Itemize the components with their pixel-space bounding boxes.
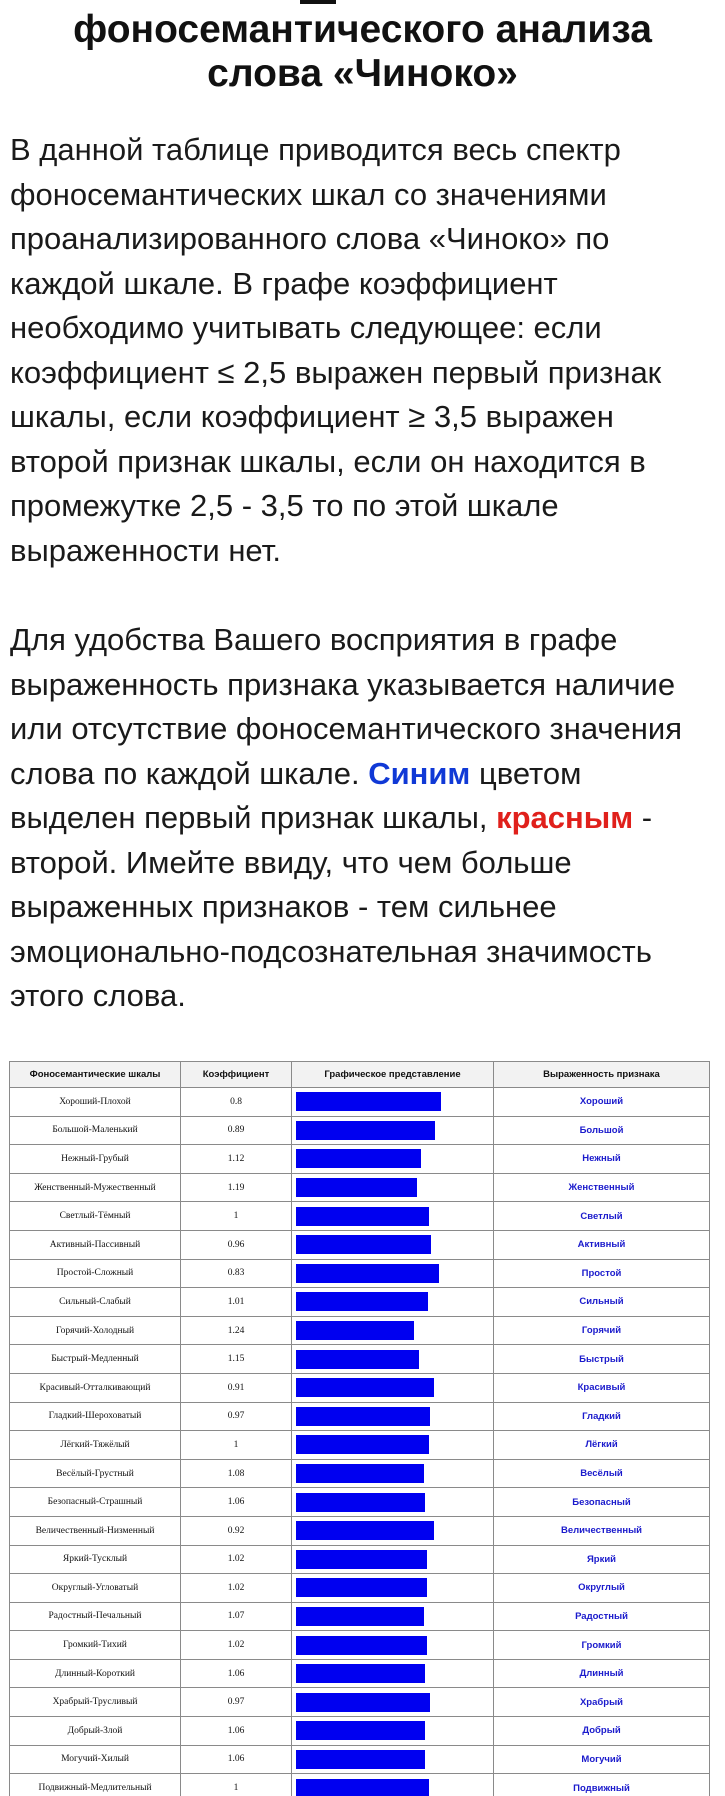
scale-name: Подвижный-Медлительный <box>10 1774 181 1796</box>
table-row <box>10 1259 710 1288</box>
scale-name: Сильный-Слабый <box>10 1288 181 1317</box>
graph-cell <box>292 1288 494 1317</box>
table-row <box>10 1574 710 1603</box>
coefficient-bar <box>296 1664 425 1683</box>
legend-text-part-3: - второй. Имейте ввиду, что чем больше выраженных признаков - тем сильнее эмоционально-подсознательная значимость этого слова. <box>10 800 653 1013</box>
coefficient-bar <box>296 1750 425 1769</box>
coefficient-value: 0.96 <box>181 1230 292 1259</box>
table-row <box>10 1431 710 1460</box>
coefficient-bar <box>296 1636 427 1655</box>
table-row <box>10 1345 710 1374</box>
scale-name: Округлый-Угловатый <box>10 1574 181 1603</box>
graph-cell <box>292 1345 494 1374</box>
graph-cell <box>292 1488 494 1517</box>
graph-cell <box>292 1373 494 1402</box>
header-coefficient: Коэффициент <box>181 1062 292 1088</box>
expressed-sign: Женственный <box>494 1173 710 1202</box>
scale-name: Женственный-Мужественный <box>10 1173 181 1202</box>
table-row <box>10 1373 710 1402</box>
table-row <box>10 1488 710 1517</box>
scale-name: Красивый-Отталкивающий <box>10 1373 181 1402</box>
second-sign-color-word: красным <box>496 800 634 835</box>
table-row <box>10 1145 710 1174</box>
coefficient-bar <box>296 1092 441 1111</box>
table-row <box>10 1659 710 1688</box>
phonosemantic-table <box>9 1061 710 1796</box>
scale-name: Весёлый-Грустный <box>10 1459 181 1488</box>
coefficient-value: 1.06 <box>181 1745 292 1774</box>
graph-cell <box>292 1574 494 1603</box>
graph-cell <box>292 1316 494 1345</box>
table-row <box>10 1545 710 1574</box>
table-row <box>10 1173 710 1202</box>
coefficient-bar <box>296 1521 434 1540</box>
expressed-sign: Яркий <box>494 1545 710 1574</box>
coefficient-value: 0.97 <box>181 1688 292 1717</box>
graph-cell <box>292 1459 494 1488</box>
coefficient-value: 0.97 <box>181 1402 292 1431</box>
expressed-sign: Длинный <box>494 1659 710 1688</box>
scale-name: Величественный-Низменный <box>10 1516 181 1545</box>
coefficient-bar <box>296 1350 419 1369</box>
expressed-sign: Горячий <box>494 1316 710 1345</box>
header-scales: Фоносемантические шкалы <box>10 1062 181 1088</box>
coefficient-value: 0.83 <box>181 1259 292 1288</box>
header-expression: Выраженность признака <box>494 1062 710 1088</box>
coefficient-bar <box>296 1149 421 1168</box>
table-row <box>10 1774 710 1796</box>
scale-name: Добрый-Злой <box>10 1717 181 1746</box>
graph-cell <box>292 1431 494 1460</box>
intro-paragraph: В данной таблице приводится весь спектр фоносемантических шкал со значениями проанализированного слова «Чиноко» по каждой шкале. В графе коэффициент необходимо учитывать следующее: если коэффициент ≤ 2,5 выражен первый признак шкалы, если коэффициент ≥ 3,5 выражен второй признак шкалы, если он находится в промежутке 2,5 - 3,5 то по этой шкале выраженности нет. <box>10 132 662 568</box>
table-body <box>10 1088 710 1796</box>
coefficient-bar <box>296 1264 439 1283</box>
coefficient-value: 0.91 <box>181 1373 292 1402</box>
expressed-sign: Громкий <box>494 1631 710 1660</box>
table-row <box>10 1745 710 1774</box>
coefficient-bar <box>296 1464 424 1483</box>
coefficient-value: 1.06 <box>181 1488 292 1517</box>
expressed-sign: Гладкий <box>494 1402 710 1431</box>
scale-name: Простой-Сложный <box>10 1259 181 1288</box>
coefficient-bar <box>296 1493 425 1512</box>
scale-name: Яркий-Тусклый <box>10 1545 181 1574</box>
scale-name: Большой-Маленький <box>10 1116 181 1145</box>
graph-cell <box>292 1230 494 1259</box>
coefficient-bar <box>296 1235 431 1254</box>
coefficient-bar <box>296 1207 429 1226</box>
coefficient-value: 1.02 <box>181 1545 292 1574</box>
graph-cell <box>292 1116 494 1145</box>
graph-cell <box>292 1088 494 1117</box>
expressed-sign: Сильный <box>494 1288 710 1317</box>
first-sign-color-word: Синим <box>368 755 471 791</box>
coefficient-bar <box>296 1407 430 1426</box>
table-row <box>10 1230 710 1259</box>
graph-cell <box>292 1717 494 1746</box>
header-graph: Графическое представление <box>292 1062 494 1088</box>
expressed-sign: Могучий <box>494 1745 710 1774</box>
coefficient-value: 1 <box>181 1431 292 1460</box>
scale-name: Активный-Пассивный <box>10 1230 181 1259</box>
expressed-sign: Простой <box>494 1259 710 1288</box>
coefficient-bar <box>296 1721 425 1740</box>
page-title: фоносемантического анализа слова «Чиноко» <box>73 8 652 95</box>
expressed-sign: Быстрый <box>494 1345 710 1374</box>
coefficient-value: 1.02 <box>181 1574 292 1603</box>
graph-cell <box>292 1202 494 1231</box>
graph-cell <box>292 1545 494 1574</box>
table-row <box>10 1402 710 1431</box>
legend-paragraph <box>10 618 715 1019</box>
graph-cell <box>292 1402 494 1431</box>
table-row <box>10 1459 710 1488</box>
expressed-sign: Весёлый <box>494 1459 710 1488</box>
coefficient-bar <box>296 1435 429 1454</box>
coefficient-bar <box>296 1178 417 1197</box>
expressed-sign: Большой <box>494 1116 710 1145</box>
coefficient-bar <box>296 1292 428 1311</box>
legend-text-part-1: Для удобства Вашего восприятия в графе выраженность признака указывается наличие или отсутствие фоносемантического значения слова по каждой шкале. <box>10 622 682 791</box>
table-row <box>10 1516 710 1545</box>
expressed-sign: Хороший <box>494 1088 710 1117</box>
graph-cell <box>292 1745 494 1774</box>
coefficient-bar <box>296 1121 435 1140</box>
coefficient-bar <box>296 1321 414 1340</box>
scale-name: Лёгкий-Тяжёлый <box>10 1431 181 1460</box>
graph-cell <box>292 1259 494 1288</box>
scale-name: Могучий-Хилый <box>10 1745 181 1774</box>
expressed-sign: Красивый <box>494 1373 710 1402</box>
table-row <box>10 1316 710 1345</box>
graph-cell <box>292 1145 494 1174</box>
coefficient-value: 1 <box>181 1202 292 1231</box>
coefficient-value: 1.01 <box>181 1288 292 1317</box>
graph-cell <box>292 1659 494 1688</box>
coefficient-bar <box>296 1578 427 1597</box>
table-row <box>10 1717 710 1746</box>
expressed-sign: Активный <box>494 1230 710 1259</box>
table-row <box>10 1088 710 1117</box>
coefficient-bar <box>296 1378 434 1397</box>
coefficient-value: 1.06 <box>181 1659 292 1688</box>
scale-name: Громкий-Тихий <box>10 1631 181 1660</box>
expressed-sign: Величественный <box>494 1516 710 1545</box>
scale-name: Храбрый-Трусливый <box>10 1688 181 1717</box>
scale-name: Безопасный-Страшный <box>10 1488 181 1517</box>
expressed-sign: Радостный <box>494 1602 710 1631</box>
expressed-sign: Добрый <box>494 1717 710 1746</box>
coefficient-value: 0.92 <box>181 1516 292 1545</box>
scale-name: Хороший-Плохой <box>10 1088 181 1117</box>
scale-name: Длинный-Короткий <box>10 1659 181 1688</box>
expressed-sign: Храбрый <box>494 1688 710 1717</box>
scale-name: Быстрый-Медленный <box>10 1345 181 1374</box>
table-row <box>10 1202 710 1231</box>
expressed-sign: Округлый <box>494 1574 710 1603</box>
legend-text-part-2: цветом выделен первый признак шкалы, <box>10 755 582 835</box>
expressed-sign: Лёгкий <box>494 1431 710 1460</box>
coefficient-bar <box>296 1550 427 1569</box>
table-row <box>10 1288 710 1317</box>
coefficient-bar <box>296 1779 429 1796</box>
expressed-sign: Нежный <box>494 1145 710 1174</box>
expressed-sign: Безопасный <box>494 1488 710 1517</box>
coefficient-value: 1.06 <box>181 1717 292 1746</box>
graph-cell <box>292 1173 494 1202</box>
expressed-sign: Подвижный <box>494 1774 710 1796</box>
graph-cell <box>292 1688 494 1717</box>
table-row <box>10 1602 710 1631</box>
table-row <box>10 1631 710 1660</box>
graph-cell <box>292 1602 494 1631</box>
table-row <box>10 1688 710 1717</box>
coefficient-bar <box>296 1607 424 1626</box>
scale-name: Гладкий-Шероховатый <box>10 1402 181 1431</box>
graph-cell <box>292 1631 494 1660</box>
graph-cell <box>292 1774 494 1796</box>
expressed-sign: Светлый <box>494 1202 710 1231</box>
coefficient-value: 1 <box>181 1774 292 1796</box>
scale-name: Светлый-Тёмный <box>10 1202 181 1231</box>
coefficient-bar <box>296 1693 430 1712</box>
table-header-row <box>10 1062 710 1088</box>
coefficient-value: 1.08 <box>181 1459 292 1488</box>
coefficient-value: 1.24 <box>181 1316 292 1345</box>
table-row <box>10 1116 710 1145</box>
coefficient-value: 1.12 <box>181 1145 292 1174</box>
coefficient-value: 1.15 <box>181 1345 292 1374</box>
scale-name: Радостный-Печальный <box>10 1602 181 1631</box>
coefficient-value: 1.02 <box>181 1631 292 1660</box>
graph-cell <box>292 1516 494 1545</box>
coefficient-value: 1.07 <box>181 1602 292 1631</box>
scale-name: Нежный-Грубый <box>10 1145 181 1174</box>
coefficient-value: 0.89 <box>181 1116 292 1145</box>
coefficient-value: 0.8 <box>181 1088 292 1117</box>
scale-name: Горячий-Холодный <box>10 1316 181 1345</box>
coefficient-value: 1.19 <box>181 1173 292 1202</box>
